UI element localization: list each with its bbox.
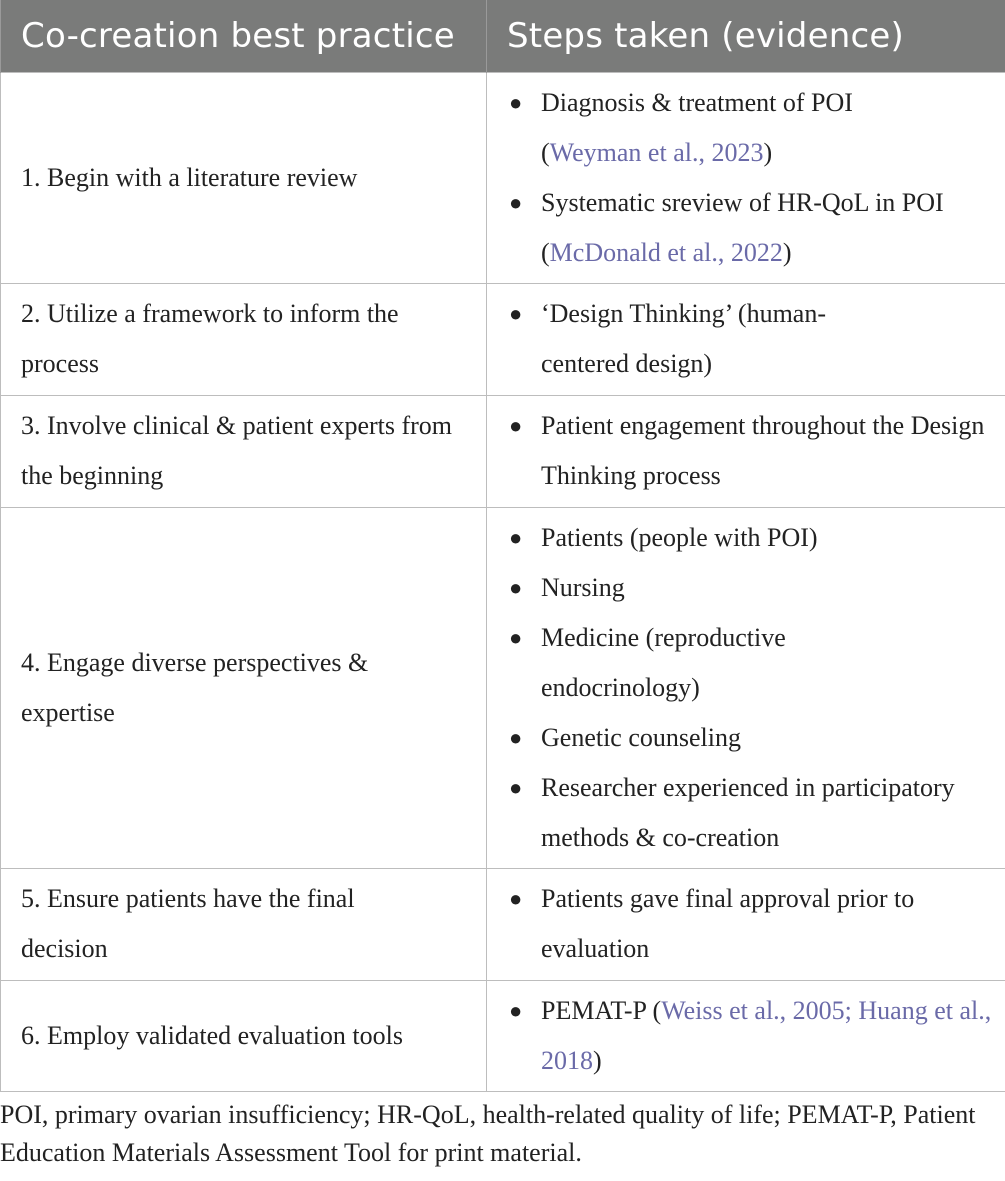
- citation-close: ): [782, 237, 792, 267]
- list-item: [507, 874, 995, 974]
- table-row: [1, 868, 1005, 980]
- list-item: [507, 763, 995, 863]
- step-text: Diagnosis & treatment of POI: [541, 87, 853, 117]
- practice-cell: 1. Begin with a literature review: [1, 72, 487, 283]
- steps-list: [507, 78, 995, 278]
- step-text: Medicine (reproductive endocrinology): [541, 622, 786, 702]
- step-text: Researcher experienced in participatory methods & co-creation: [541, 772, 955, 852]
- list-item: [507, 613, 995, 713]
- bullet-icon: ●: [509, 724, 523, 750]
- citation-close: ): [763, 137, 773, 167]
- bullet-icon: ●: [509, 624, 523, 650]
- table-footnote: POI, primary ovarian insufficiency; HR-QoL, health-related quality of life; PEMAT-P, Patient Education Materials Assessment Tool for print material.: [0, 1099, 976, 1167]
- list-item: [507, 78, 995, 178]
- citation-close: ): [593, 1045, 602, 1075]
- list-item: [507, 513, 995, 563]
- list-item: [507, 289, 995, 389]
- table-row: [1, 507, 1005, 868]
- table-row: [1, 980, 1005, 1091]
- citation-open: (: [541, 137, 550, 167]
- steps-cell: [487, 395, 1005, 507]
- steps-list: [507, 874, 995, 974]
- steps-cell: [487, 980, 1005, 1091]
- bullet-icon: ●: [509, 89, 523, 115]
- citation-link[interactable]: McDonald et al., 2022: [549, 237, 783, 267]
- citation-link[interactable]: Weyman et al., 2023: [549, 137, 764, 167]
- step-text: Patients (people with POI): [541, 522, 818, 552]
- table-row: [1, 72, 1005, 283]
- bullet-icon: ●: [509, 189, 523, 215]
- steps-list: [507, 986, 995, 1086]
- citation-open: (: [646, 995, 662, 1025]
- practice-cell: 4. Engage diverse perspectives & expertise: [1, 507, 487, 868]
- steps-cell: [487, 868, 1005, 980]
- list-item: [507, 401, 995, 501]
- practice-cell: 3. Involve clinical & patient experts from the beginning: [1, 395, 487, 507]
- step-text: Nursing: [541, 572, 625, 602]
- step-text: PEMAT-P: [541, 995, 647, 1025]
- steps-list: [507, 289, 995, 389]
- column-header-steps: Steps taken (evidence): [487, 0, 1005, 72]
- bullet-icon: ●: [509, 301, 523, 326]
- bullet-icon: ●: [509, 997, 523, 1023]
- steps-list: [507, 401, 995, 501]
- step-text: Patient engagement throughout the Design Thinking process: [541, 411, 985, 490]
- table-row: [1, 395, 1005, 507]
- practice-cell: 2. Utilize a framework to inform the process: [1, 283, 487, 395]
- bullet-icon: ●: [509, 413, 523, 438]
- list-item: [507, 986, 995, 1086]
- step-text: Patients gave final approval prior to evaluation: [541, 884, 915, 963]
- citation-link[interactable]: Weiss et al., 2005; Huang et al., 2018: [541, 995, 992, 1075]
- list-item: [507, 178, 995, 278]
- steps-cell: [487, 507, 1005, 868]
- steps-list: [507, 513, 995, 863]
- column-header-practice: Co-creation best practice: [1, 0, 487, 72]
- step-text: ‘Design Thinking’ (human-centered design): [541, 299, 826, 378]
- bullet-icon: ●: [509, 886, 523, 911]
- citation-open: (: [541, 237, 550, 267]
- steps-cell: [487, 283, 1005, 395]
- table-header-row: [1, 0, 1005, 72]
- list-item: [507, 713, 995, 763]
- practice-cell: 6. Employ validated evaluation tools: [1, 980, 487, 1091]
- bullet-icon: ●: [509, 774, 523, 800]
- bullet-icon: ●: [509, 574, 523, 600]
- practice-cell: 5. Ensure patients have the final decision: [1, 868, 487, 980]
- list-item: [507, 563, 995, 613]
- steps-cell: [487, 72, 1005, 283]
- step-text: Genetic counseling: [541, 722, 741, 752]
- bullet-icon: ●: [509, 524, 523, 550]
- table-row: [1, 283, 1005, 395]
- step-text: Systematic sreview of HR-QoL in POI: [541, 187, 944, 217]
